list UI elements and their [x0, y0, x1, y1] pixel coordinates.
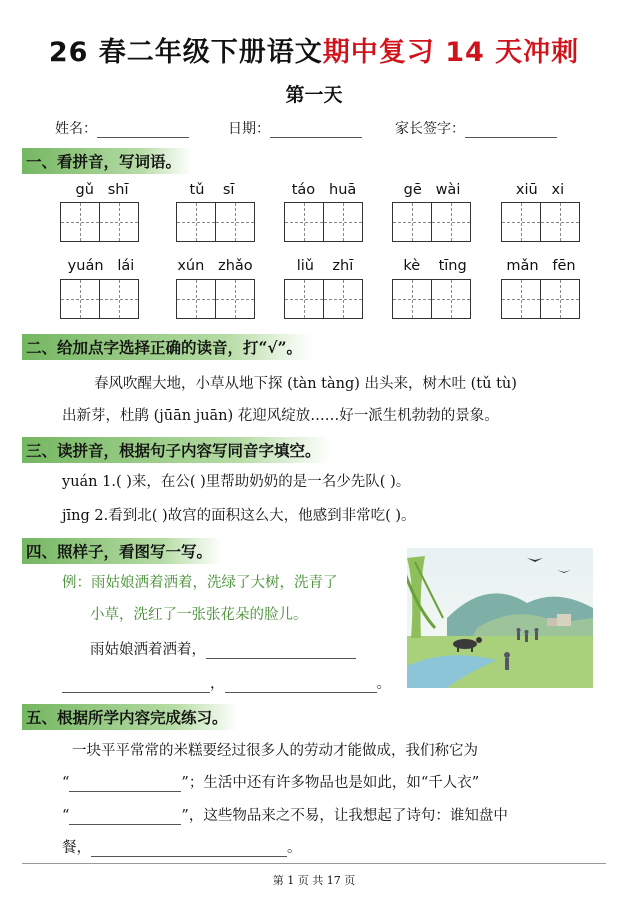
- date-field[interactable]: [228, 118, 362, 138]
- section-4-answer-line: [62, 672, 391, 693]
- period: 。: [287, 840, 302, 856]
- pinyin-word: yuán lái: [67, 258, 135, 274]
- writing-grid[interactable]: [392, 279, 470, 319]
- name-field[interactable]: [55, 118, 189, 138]
- name-label: 姓名：: [55, 121, 97, 137]
- answer-blank[interactable]: [91, 842, 287, 857]
- title-red-part: 期中复习 14 天冲刺: [322, 37, 580, 68]
- name-blank[interactable]: [97, 123, 189, 138]
- writing-grid[interactable]: [60, 202, 138, 242]
- open-quote: “: [62, 808, 70, 824]
- date-blank[interactable]: [270, 123, 362, 138]
- pinyin-word: xún zhǎo: [177, 258, 253, 274]
- page-number: 第 1 页 共 17 页: [272, 874, 356, 887]
- pinyin-word: gǔ shī: [75, 182, 129, 198]
- answer-blank[interactable]: [69, 810, 181, 825]
- example-line-2: 小草，洗红了一张张花朵的脸儿。: [90, 607, 308, 623]
- spring-scene-illustration: [407, 548, 593, 688]
- pinyin-word: mǎn fēn: [506, 258, 576, 274]
- pinyin-word: xiū xi: [515, 182, 565, 198]
- answer-blank[interactable]: [69, 777, 181, 792]
- comma: ，: [210, 676, 225, 692]
- section-5-line-4: [62, 836, 302, 857]
- pinyin-word: liǔ zhī: [296, 258, 354, 274]
- writing-grid[interactable]: [501, 202, 579, 242]
- sign-field[interactable]: [395, 118, 557, 138]
- section-4-prompt: [90, 638, 356, 659]
- pinyin-word: tǔ sī: [189, 182, 235, 198]
- answer-blank[interactable]: [225, 678, 377, 693]
- writing-grid[interactable]: [60, 279, 138, 319]
- section-5-line-2: [62, 771, 479, 792]
- pinyin-word: gē wài: [403, 182, 461, 198]
- answer-blank[interactable]: [206, 644, 356, 659]
- section-4-title: 四、照样子，看图写一写。: [22, 538, 222, 564]
- section-3-line-1: yuán 1.( )来，在公( )里帮助奶奶的是一名少先队( )。: [62, 474, 411, 490]
- section-2-title: 二、给加点字选择正确的读音，打“√”。: [22, 334, 312, 360]
- sign-blank[interactable]: [465, 123, 557, 138]
- section-3-line-2: jīng 2.看到北( )故宫的面积这么大，他感到非常吃( )。: [62, 508, 416, 524]
- section-2-line-1: 春风吹醒大地，小草从地下探 (tàn tàng) 出头来，树木吐 (tǔ tù): [94, 376, 517, 392]
- open-quote: “: [62, 775, 70, 791]
- section-3-title: 三、读拼音，根据句子内容写同音字填空。: [22, 437, 331, 463]
- writing-grid[interactable]: [176, 202, 254, 242]
- line-3-text: ”，这些物品来之不易，让我想起了诗句：谁知盘中: [181, 808, 508, 824]
- prompt-text: 雨姑娘洒着洒着，: [90, 642, 206, 658]
- pinyin-word: kè tīng: [403, 258, 467, 274]
- title-black-part: 26 春二年级下册语文: [48, 37, 323, 68]
- answer-blank[interactable]: [62, 678, 210, 693]
- section-1-title: 一、看拼音，写词语。: [22, 148, 191, 174]
- footer-divider: [22, 863, 606, 864]
- section-5-title: 五、根据所学内容完成练习。: [22, 704, 238, 730]
- example-line-1: 例：雨姑娘洒着洒着，洗绿了大树，洗青了: [62, 575, 338, 591]
- sign-label: 家长签字：: [395, 121, 465, 137]
- period: 。: [376, 676, 391, 692]
- page-title: [0, 30, 628, 69]
- writing-grid[interactable]: [284, 279, 362, 319]
- line-2-text: ”；生活中还有许多物品也是如此，如“千人衣”: [181, 775, 480, 791]
- writing-grid[interactable]: [392, 202, 470, 242]
- writing-grid[interactable]: [284, 202, 362, 242]
- writing-grid[interactable]: [176, 279, 254, 319]
- section-5-line-3: [62, 804, 508, 825]
- section-5-line-1: 一块平平常常的米糕要经过很多人的劳动才能做成，我们称它为: [72, 743, 478, 759]
- section-2-line-2: 出新芽，杜鹃 (jūān juān) 花迎风绽放……好一派生机勃勃的景象。: [62, 408, 499, 424]
- day-heading: 第一天: [285, 84, 343, 106]
- writing-grid[interactable]: [501, 279, 579, 319]
- line-4-prefix: 餐，: [62, 840, 91, 856]
- pinyin-word: táo huā: [291, 182, 357, 198]
- date-label: 日期：: [228, 121, 270, 137]
